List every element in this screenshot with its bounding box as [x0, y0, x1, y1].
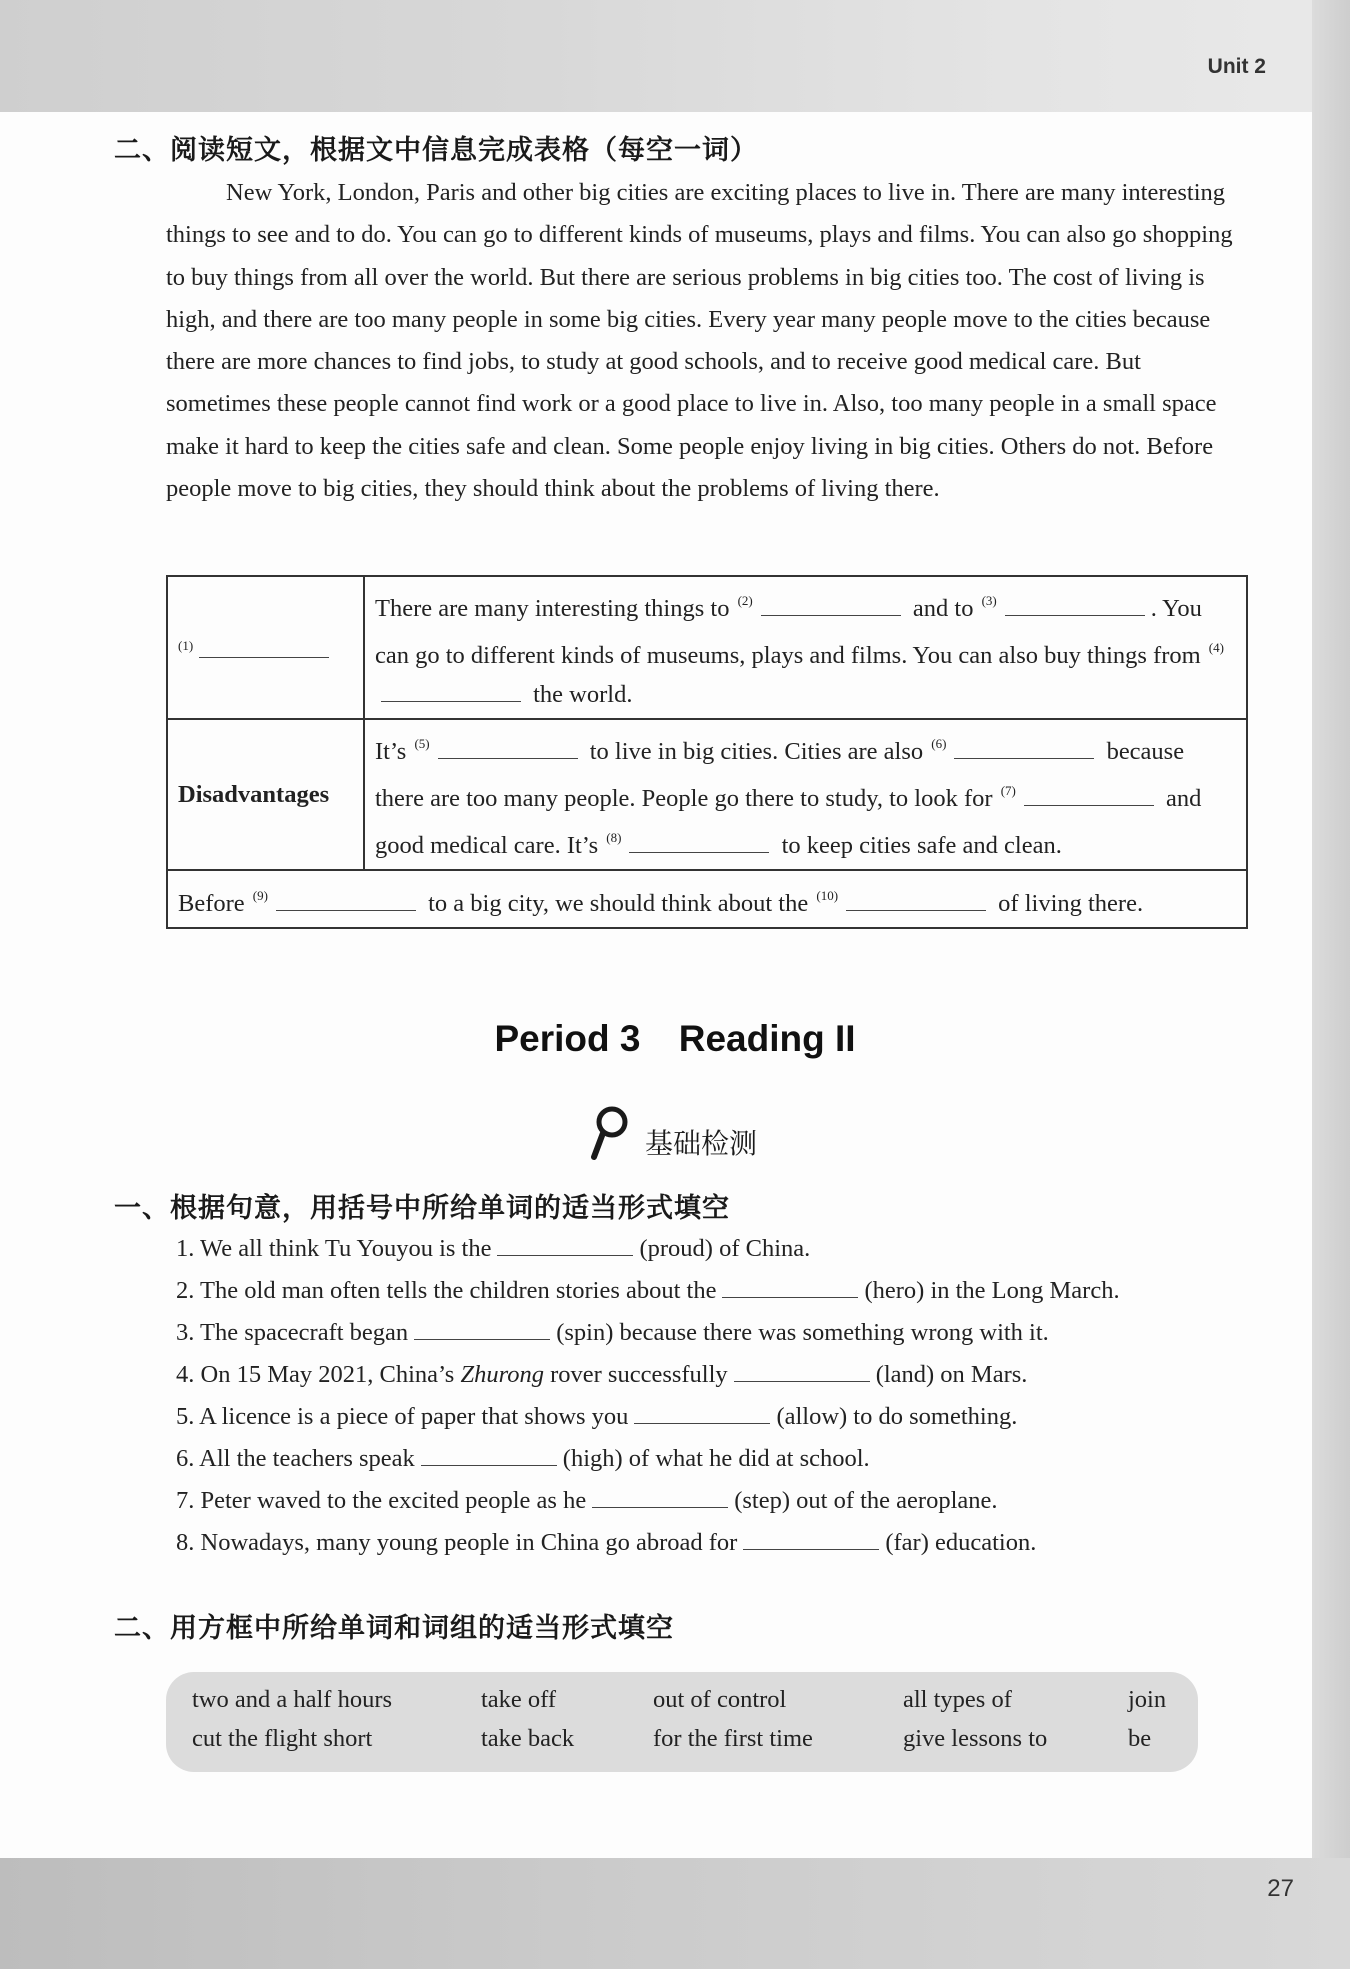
word-option: take back: [481, 1725, 575, 1752]
item-hint: (step) out of the aeroplane.: [734, 1487, 998, 1514]
table-row-disadvantages: [167, 719, 1247, 870]
item-text-mid: rover successfully: [550, 1361, 728, 1388]
answer-blank[interactable]: [743, 1525, 879, 1550]
blank-7[interactable]: [1024, 783, 1154, 806]
top-band: [0, 0, 1350, 112]
row3-text-3: of living there.: [998, 889, 1144, 917]
blank-2[interactable]: [761, 593, 901, 616]
magnifier-icon: [585, 1102, 633, 1164]
row1-text-3: .: [1150, 595, 1157, 622]
blank-10[interactable]: [846, 888, 986, 911]
right-edge-strip: [1312, 0, 1350, 1969]
passage-text: New York, London, Paris and other big cities are exciting places to live in. There are many interesting things to see and to do. You can go to different kinds of museums, plays and films. You can also go shopping to buy things from all over the world. But there are serious problems in big cities too. The cost of living is high, and there are too many people in some big cities. Every year many people move to the cities because there are more chances to find jobs, to study at good schools, and to receive good medical care. But sometimes these people cannot find work or a good place to live in. Also, too many people in a small space make it hard to keep the cities safe and clean. Some people enjoy living in big cities. Others do not. Before people move to big cities, they should think about the problems of living there.: [166, 179, 1233, 503]
reading-passage: [166, 172, 1246, 510]
word-option: cut the flight short: [192, 1725, 373, 1752]
rover-name: Zhurong: [460, 1361, 544, 1388]
list-item: [176, 1522, 1120, 1564]
row2-text-2: to live in big cities. Cities are also: [589, 738, 924, 765]
blank-number-1: (1): [178, 637, 194, 653]
item-hint: (land) on Mars.: [875, 1361, 1028, 1388]
item-text: 5. A licence is a piece of paper that shows you: [176, 1403, 629, 1430]
answer-blank[interactable]: [592, 1483, 728, 1508]
basic-check-label: 基础检测: [645, 1127, 758, 1160]
blank-number-10: (10): [816, 887, 839, 903]
blank-number-6: (6): [931, 736, 947, 751]
row1-content-cell: [364, 576, 1247, 719]
blank-9[interactable]: [276, 888, 416, 911]
blank-number-4: (4): [1208, 640, 1224, 655]
word-option: take off: [481, 1686, 557, 1713]
word-option: two and a half hours: [192, 1686, 393, 1713]
list-item: [176, 1354, 1120, 1396]
word-option: join: [1128, 1686, 1167, 1713]
item-hint: (far) education.: [885, 1529, 1037, 1556]
row1-text-5: the world.: [533, 681, 633, 708]
table-row-advantages: [167, 576, 1247, 719]
answer-blank[interactable]: [722, 1273, 858, 1298]
row2-text-5: to keep cities safe and clean.: [781, 832, 1062, 859]
row3-text-1: Before: [178, 889, 245, 917]
item-text: 1. We all think Tu Youyou is the: [176, 1235, 492, 1262]
item-text: 4. On 15 May 2021, China’s: [176, 1361, 455, 1388]
list-item: [176, 1228, 1120, 1270]
table-row-conclusion: [167, 870, 1247, 928]
blank-6[interactable]: [954, 736, 1094, 759]
bottom-band: [0, 1858, 1350, 1969]
word-box: [166, 1672, 1198, 1772]
unit-label: Unit 2: [1207, 55, 1266, 78]
item-hint: (spin) because there was something wrong with it.: [556, 1319, 1049, 1346]
word-option: be: [1128, 1725, 1152, 1752]
row1-text-1: There are many interesting things to: [375, 595, 730, 622]
item-text: 2. The old man often tells the children stories about the: [176, 1277, 717, 1304]
blank-1[interactable]: [199, 635, 329, 658]
fill-in-list: [176, 1228, 1120, 1564]
blank-number-2: (2): [737, 593, 753, 608]
section-heading-fill-forms: 一、根据句意，用括号中所给单词的适当形式填空: [114, 1193, 730, 1224]
item-hint: (hero) in the Long March.: [864, 1277, 1120, 1304]
period-number: Period 3: [494, 1018, 641, 1059]
blank-number-3: (3): [981, 593, 997, 608]
word-option: for the first time: [653, 1725, 813, 1752]
row1-text-2: and to: [912, 595, 974, 622]
item-hint: (high) of what he did at school.: [562, 1445, 870, 1472]
answer-blank[interactable]: [634, 1399, 770, 1424]
blank-4[interactable]: [381, 679, 521, 702]
blank-number-7: (7): [1000, 783, 1016, 798]
page-number: 27: [1267, 1875, 1294, 1902]
row3-text-2: to a big city, we should think about the: [428, 889, 809, 917]
row2-label-cell: Disadvantages: [167, 719, 364, 870]
period-title: [0, 1018, 1350, 1060]
row2-text-1: It’s: [375, 738, 407, 765]
row2-text-4: and good medical care. It’s: [375, 785, 1202, 859]
answer-blank[interactable]: [414, 1315, 550, 1340]
word-option: give lessons to: [903, 1725, 1048, 1752]
answer-blank[interactable]: [497, 1231, 633, 1256]
item-text: 8. Nowadays, many young people in China go abroad for: [176, 1529, 738, 1556]
blank-3[interactable]: [1005, 593, 1145, 616]
blank-8[interactable]: [629, 830, 769, 853]
blank-number-8: (8): [606, 830, 622, 845]
item-text: 3. The spacecraft began: [176, 1319, 409, 1346]
section-heading-reading: 二、阅读短文，根据文中信息完成表格（每空一词）: [114, 135, 758, 166]
answer-blank[interactable]: [734, 1357, 870, 1382]
section-heading-word-box: 二、用方框中所给单词和词组的适当形式填空: [114, 1613, 674, 1644]
list-item: [176, 1270, 1120, 1312]
item-hint: (proud) of China.: [639, 1235, 811, 1262]
word-option: out of control: [653, 1686, 787, 1713]
row2-text-3: because there are too many people. People go there to study, to look for: [375, 738, 1185, 812]
row1-text-4: You can go to different kinds of museums, plays and films. You can also buy things from: [375, 595, 1202, 669]
item-hint: (allow) to do something.: [776, 1403, 1018, 1430]
row1-label-cell: [167, 576, 364, 719]
blank-5[interactable]: [438, 736, 578, 759]
list-item: [176, 1438, 1120, 1480]
blank-number-5: (5): [414, 736, 430, 751]
list-item: [176, 1312, 1120, 1354]
list-item: [176, 1396, 1120, 1438]
item-text: 7. Peter waved to the excited people as he: [176, 1487, 587, 1514]
list-item: [176, 1480, 1120, 1522]
period-name: Reading II: [678, 1018, 856, 1059]
info-table: [166, 575, 1248, 929]
word-option: all types of: [903, 1686, 1012, 1713]
row2-content-cell: [364, 719, 1247, 870]
answer-blank[interactable]: [421, 1441, 557, 1466]
item-text: 6. All the teachers speak: [176, 1445, 415, 1472]
blank-number-9: (9): [252, 887, 268, 903]
row3-cell: [167, 870, 1247, 928]
